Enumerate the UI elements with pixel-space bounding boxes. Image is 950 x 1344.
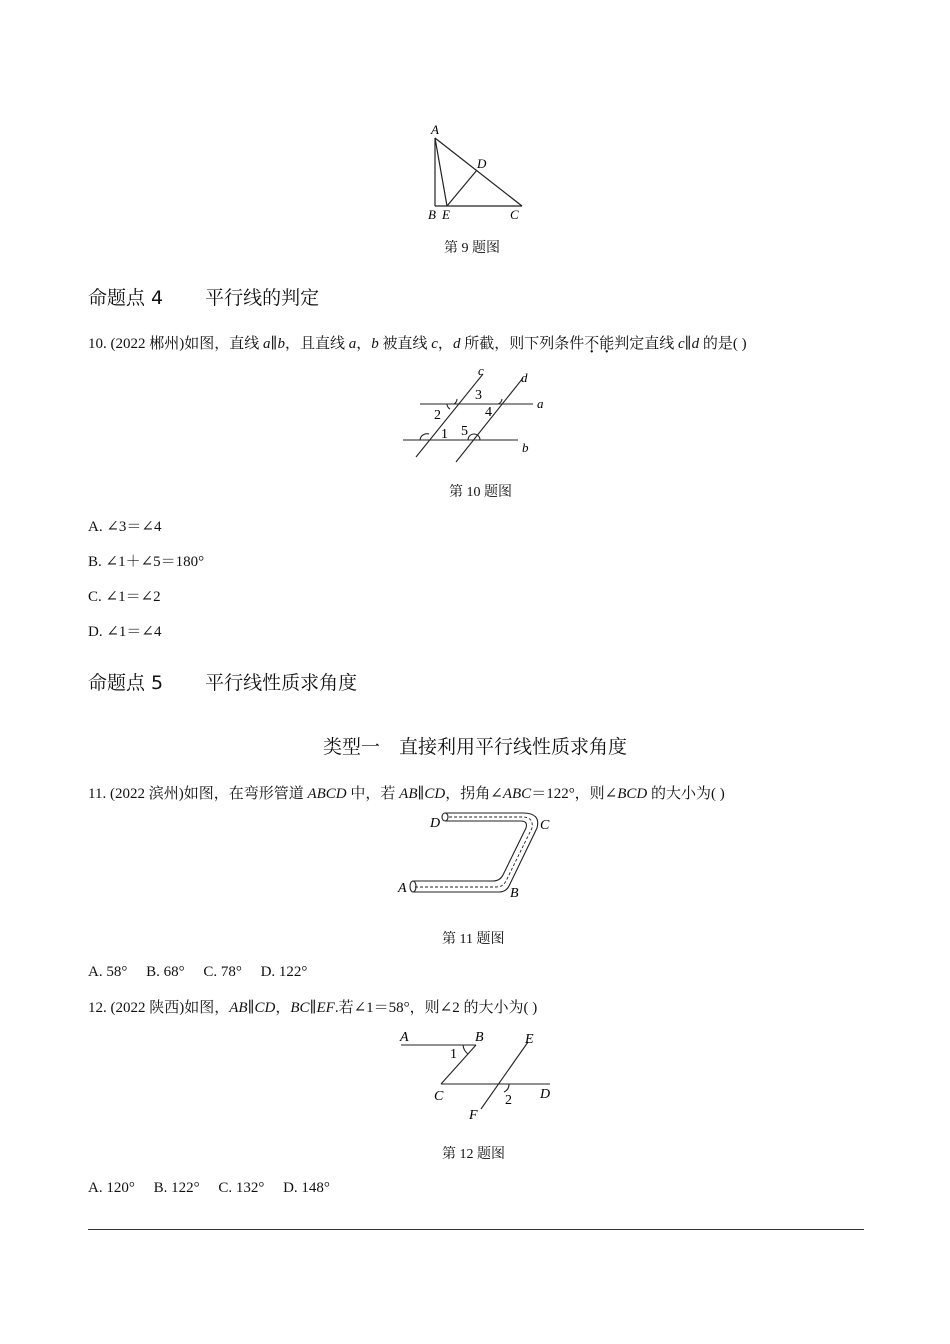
fig11-label-c: C bbox=[540, 818, 550, 833]
q10-option-d: D. ∠1＝∠4 bbox=[88, 624, 162, 640]
fig10-angle-1: 1 bbox=[441, 427, 448, 442]
question-10-text: 10. (2022 郴州)如图，直线 a∥b，且直线 a，b 被直线 c，d 所截，则下列条件不能判定直线 c∥d 的是( ) bbox=[88, 336, 747, 352]
fig12-angle-2: 2 bbox=[505, 1093, 512, 1108]
q11-source: (2022 滨州) bbox=[109, 786, 184, 802]
question-12-text: 12. (2022 陕西)如图，AB∥CD，BC∥EF.若∠1＝58°，则∠2 的大小为( ) bbox=[88, 1000, 538, 1016]
fig10-angle-5: 5 bbox=[461, 424, 468, 439]
section-4-title: 平行线的判定 bbox=[205, 287, 320, 309]
section-5-heading bbox=[88, 668, 357, 695]
figure-11 bbox=[393, 808, 563, 902]
fig10-angle-3: 3 bbox=[475, 388, 482, 403]
q11-options: A. 58° B. 68° C. 78° D. 122° bbox=[88, 964, 308, 980]
fig10-label-c: c bbox=[478, 364, 484, 378]
fig11-label-a: A bbox=[398, 881, 407, 896]
figure-9 bbox=[420, 118, 540, 228]
fig12-label-b: B bbox=[475, 1030, 484, 1045]
fig12-label-f: F bbox=[469, 1108, 478, 1123]
fig11-caption: 第 11 题图 bbox=[442, 932, 505, 947]
q10-source: (2022 郴州) bbox=[110, 336, 185, 352]
q10-number: 10. bbox=[88, 336, 107, 352]
q12-source: (2022 陕西) bbox=[110, 1000, 185, 1016]
q11-number: 11. bbox=[88, 786, 107, 802]
section-5-number: 命题点 5 bbox=[88, 672, 164, 694]
emphasis-bu: 不 bbox=[584, 336, 600, 352]
fig12-label-a: A bbox=[400, 1030, 409, 1045]
fig9-label-e: E bbox=[442, 207, 450, 222]
fig10-label-a: a bbox=[537, 396, 544, 411]
fig9-label-d: D bbox=[477, 156, 487, 171]
figure-10 bbox=[398, 364, 558, 466]
q12-options: A. 120° B. 122° C. 132° D. 148° bbox=[88, 1180, 330, 1196]
fig12-label-e: E bbox=[525, 1032, 534, 1047]
section-5-title: 平行线性质求角度 bbox=[205, 672, 358, 694]
fig9-caption: 第 9 题图 bbox=[444, 241, 500, 256]
fig10-label-b: b bbox=[522, 440, 529, 455]
emphasis-neng: 能 bbox=[599, 336, 615, 352]
fig10-label-d: d bbox=[521, 370, 528, 385]
fig10-angle-2: 2 bbox=[434, 408, 441, 423]
fig12-angle-1: 1 bbox=[450, 1047, 457, 1062]
fig9-label-b: B bbox=[428, 207, 436, 222]
fig10-caption: 第 10 题图 bbox=[449, 485, 512, 500]
fig12-label-d: D bbox=[540, 1087, 551, 1102]
fig11-label-d: D bbox=[430, 816, 441, 831]
section-4-number: 命题点 4 bbox=[88, 287, 164, 309]
type-1-title: 类型一 直接利用平行线性质求角度 bbox=[322, 736, 627, 758]
footer-rule bbox=[88, 1229, 864, 1230]
question-11-text: 11. (2022 滨州)如图，在弯形管道 ABCD 中，若 AB∥CD，拐角∠ABC＝122°，则∠BCD 的大小为( ) bbox=[88, 786, 725, 802]
q12-number: 12. bbox=[88, 1000, 107, 1016]
figure-12 bbox=[393, 1024, 563, 1124]
section-4-heading bbox=[88, 283, 319, 310]
fig12-caption: 第 12 题图 bbox=[442, 1147, 505, 1162]
fig10-angle-4: 4 bbox=[485, 405, 492, 420]
q10-option-b: B. ∠1＋∠5＝180° bbox=[88, 554, 205, 570]
fig9-label-c: C bbox=[510, 207, 519, 222]
fig11-label-b: B bbox=[510, 886, 519, 901]
fig9-label-a: A bbox=[431, 122, 439, 137]
q10-option-a: A. ∠3＝∠4 bbox=[88, 519, 162, 535]
q10-option-c: C. ∠1＝∠2 bbox=[88, 589, 161, 605]
fig12-label-c: C bbox=[434, 1089, 444, 1104]
